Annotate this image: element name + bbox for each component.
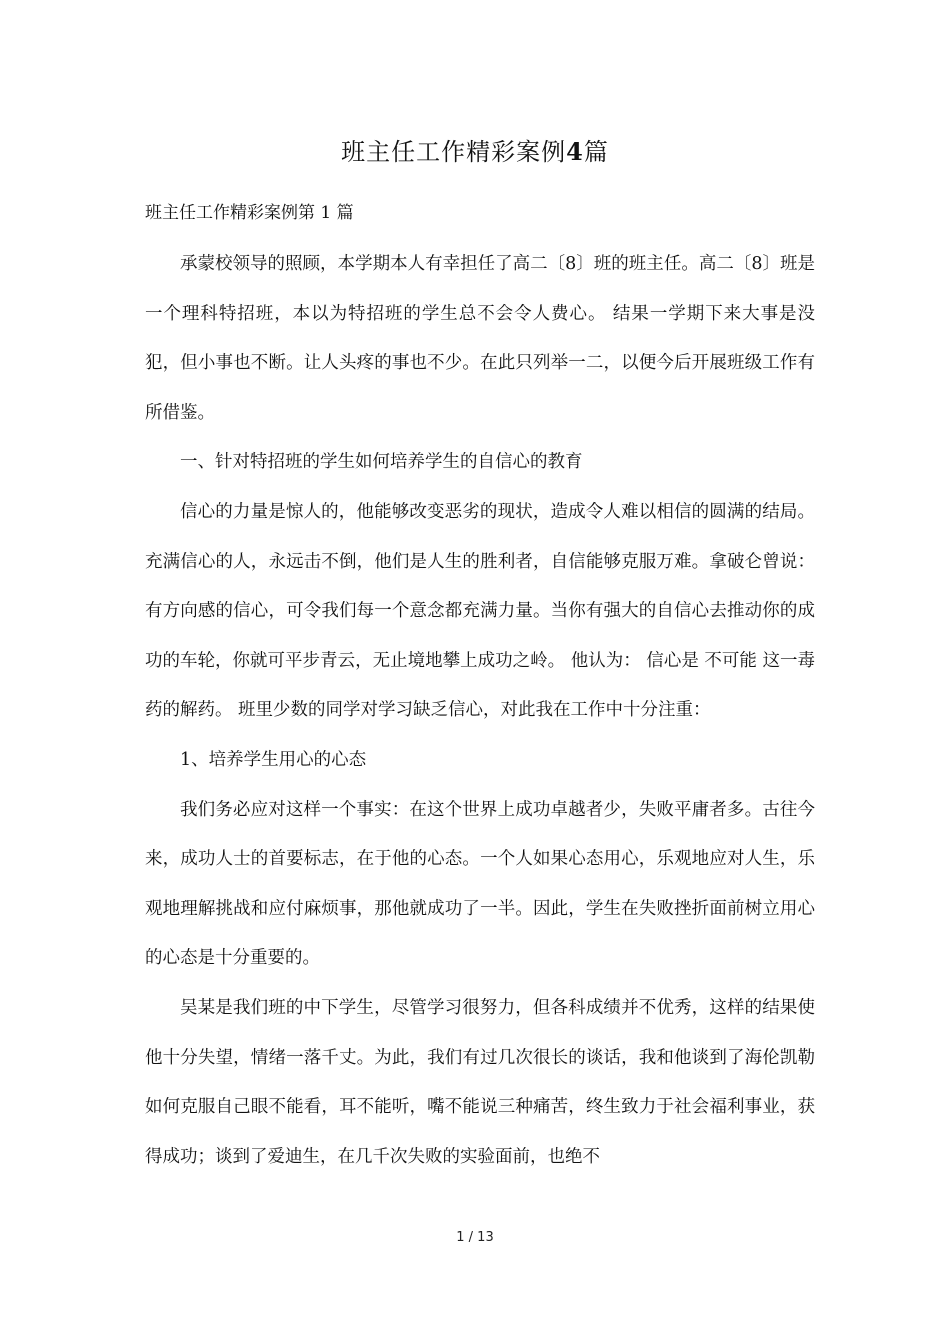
document-title-number: 4 — [566, 137, 584, 166]
paragraph-student-case: 吴某是我们班的中下学生，尽管学习很努力，但各科成绩并不优秀，这样的结果使他十分失望，情绪一落千丈。为此，我们有过几次很长的谈话，我和他谈到了海伦凯勒如何克服自己眼不能看，耳不能听，嘴不能说三种痛苦，终生致力于社会福利事业，获得成功；谈到了爱迪生，在几千次失败的实验面前，也绝不 — [145, 997, 815, 1167]
paragraph-heading-1: 一、针对特招班的学生如何培养学生的自信心的教育 — [180, 452, 583, 473]
document-title-text: 班主任工作精彩案例 — [341, 138, 567, 166]
document-title — [0, 132, 950, 172]
paragraph-mindset: 我们务必应对这样一个事实：在这个世界上成功卓越者少，失败平庸者多。古往今来，成功人士的首要标志，在于他的心态。一个人如果心态用心，乐观地应对人生，乐观地理解挑战和应付麻烦事，那他就成功了一半。因此，学生在失败挫折面前树立用心的心态是十分重要的。 — [145, 799, 815, 969]
paragraph-subheading-1: 1、培养学生用心的心态 — [180, 749, 367, 770]
document-body — [145, 240, 815, 1182]
section-heading: 班主任工作精彩案例第 1 篇 — [145, 203, 354, 223]
paragraph-intro: 承蒙校领导的照顾，本学期本人有幸担任了高二〔8〕班的班主任。高二〔8〕班是一个理科特招班，本以为特招班的学生总不会令人费心。 结果一学期下来大事是没犯，但小事也不断。让人头疼的事也不少。在此只列举一二，以便今后开展班级工作有所借鉴。 — [145, 254, 815, 423]
document-title-suffix: 篇 — [583, 138, 609, 166]
page-indicator: 1 / 13 — [456, 1230, 494, 1245]
paragraph-confidence: 信心的力量是惊人的，他能够改变恶劣的现状，造成令人难以相信的圆满的结局。充满信心的人，永远击不倒，他们是人生的胜利者，自信能够克服万难。拿破仑曾说： 有方向感的信心，可令我们每一个意念都充满力量。当你有强大的自信心去推动你的成功的车轮，你就可平步青云，无止境地攀上成功之岭。 他认为： 信心是 不可能 这一毒药的解药。 班里少数的同学对学习缺乏信心，对此我在工作中十分注重： — [145, 501, 815, 721]
